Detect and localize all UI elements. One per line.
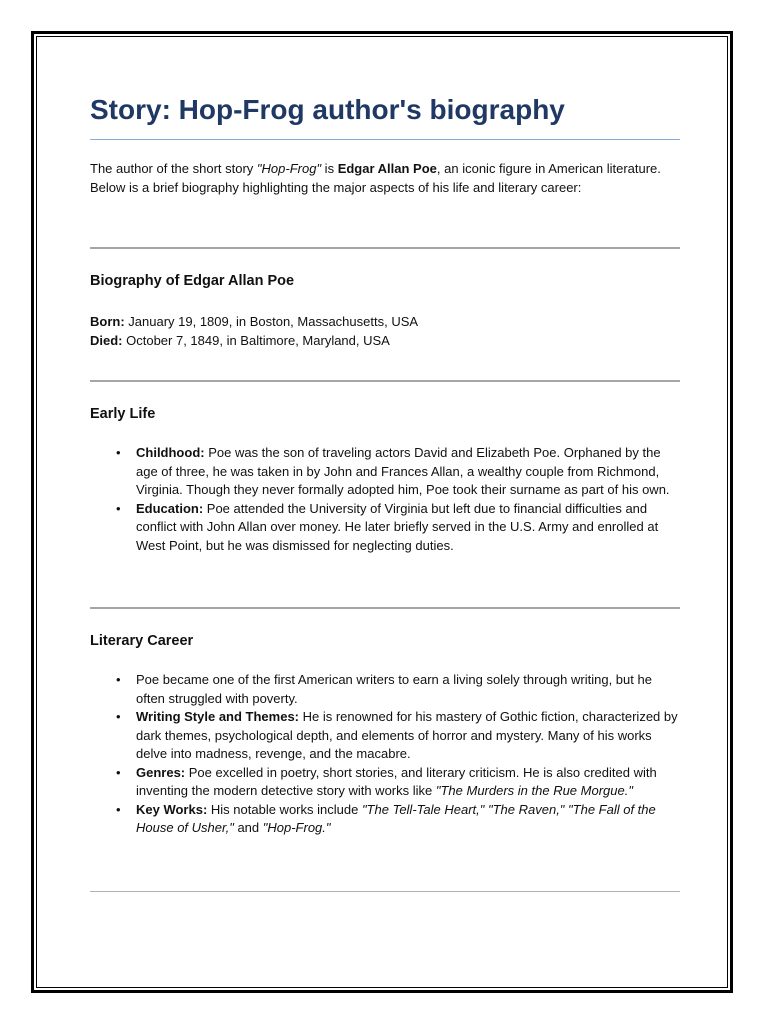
early-life-heading: Early Life <box>90 406 156 422</box>
list-item <box>90 500 680 556</box>
section-divider <box>90 607 680 609</box>
list-item <box>90 444 680 500</box>
item-text: Poe was the son of traveling actors David and Elizabeth Poe. Orphaned by the age of three, he was taken in by John and Frances Allan, a wealthy couple from Richmond, Virginia. Though they never formally adopted him, Poe took their surname as part of his own. <box>136 445 670 497</box>
bullet-icon: • <box>116 709 121 724</box>
bullet-icon: • <box>116 801 121 817</box>
intro-text-3: , an iconic figure in American literature. Below is a brief biography highlighting the major aspects of his life and literary career: <box>90 161 661 195</box>
bullet-icon: • <box>116 500 121 516</box>
intro-text-1: The author of the short story <box>90 161 257 176</box>
item-work-title: "The Murders in the Rue Morgue." <box>435 783 633 798</box>
item-label: Education: <box>136 500 204 516</box>
item-text: Poe became one of the first American writers to earn a living solely through writing, but he often struggled with poverty. <box>136 672 652 706</box>
section-divider <box>90 380 680 382</box>
item-text-and: and <box>233 820 263 835</box>
died-label: Died: <box>90 332 123 348</box>
list-item <box>90 801 680 838</box>
title-underline <box>90 139 680 140</box>
born-label: Born: <box>90 314 125 329</box>
item-text: He is renowned for his mastery of Gothic fiction, characterized by dark themes, psychological depth, and elements of horror and mystery. Many of his works delve into madness, revenge, and the macabre. <box>136 709 678 761</box>
item-label: Genres: <box>136 764 186 780</box>
bullet-icon: • <box>116 445 121 460</box>
item-label: Childhood: <box>136 445 205 460</box>
died-value: October 7, 1849, in Baltimore, Maryland, USA <box>122 332 390 348</box>
early-life-list <box>90 444 680 555</box>
intro-author-name: Edgar Allan Poe <box>337 161 437 176</box>
bullet-icon: • <box>116 672 121 687</box>
item-work-titles: "The Tell-Tale Heart," "The Raven," "The Fall of the House of Usher," <box>136 801 656 835</box>
page-title: Story: Hop-Frog author's biography <box>90 94 565 125</box>
item-text: Poe excelled in poetry, short stories, and literary criticism. He is also credited with inventing the modern detective story with works like <box>136 764 657 798</box>
list-item <box>90 764 680 801</box>
section-divider <box>90 891 680 892</box>
born-value: January 19, 1809, in Boston, Massachusetts, USA <box>124 314 419 329</box>
bullet-icon: • <box>116 764 121 780</box>
item-label: Writing Style and Themes: <box>136 709 300 724</box>
section-divider <box>90 247 680 249</box>
list-item <box>90 708 680 764</box>
bio-heading: Biography of Edgar Allan Poe <box>90 273 295 289</box>
literary-career-list <box>90 671 680 838</box>
item-text: Poe attended the University of Virginia but left due to financial difficulties and conflict with John Allan over money. He later briefly served in the U.S. Army and enrolled at West Point, but he was dismissed for neglecting duties. <box>136 500 659 553</box>
intro-paragraph <box>90 160 680 197</box>
bio-facts <box>90 313 418 350</box>
literary-career-heading: Literary Career <box>90 633 194 649</box>
list-item <box>90 671 680 708</box>
intro-story-title: "Hop-Frog" <box>256 161 322 176</box>
intro-text-2: is <box>321 161 338 176</box>
item-work-title: "Hop-Frog." <box>262 820 331 835</box>
item-text: His notable works include <box>207 801 362 817</box>
item-label: Key Works: <box>136 801 208 817</box>
